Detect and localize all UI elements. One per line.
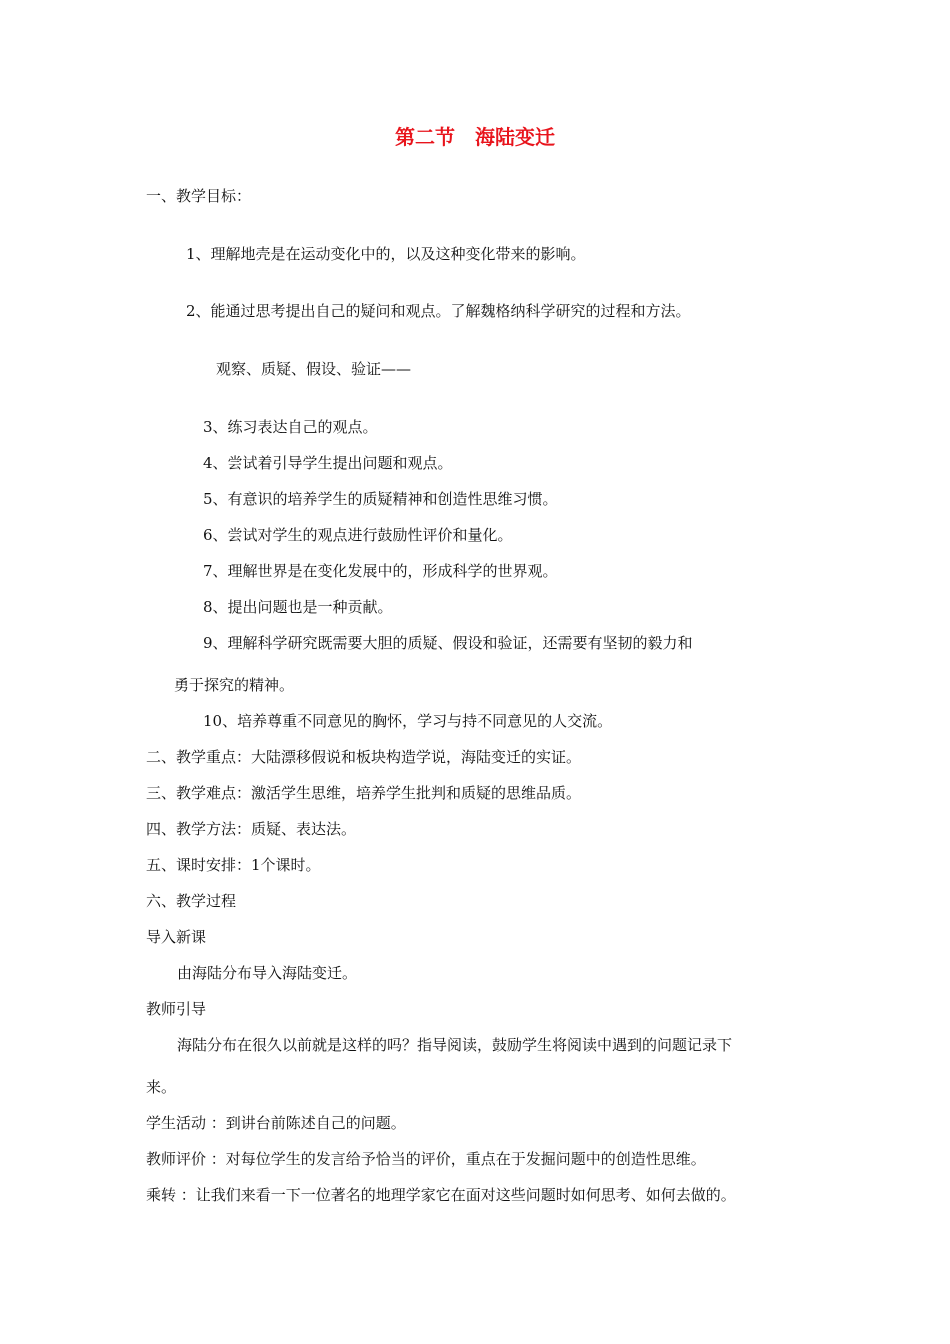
goal-item-10: 10、培养尊重不同意见的胸怀，学习与持不同意见的人交流。 [203,712,613,730]
section-methods: 四、教学方法：质疑、表达法。 [146,820,357,838]
teacher-evaluation: 教师评价 ：对每位学生的发言给予恰当的评价，重点在于发掘问题中的创造性思维。 [146,1150,706,1168]
section-key-points: 二、教学重点：大陆漂移假说和板块构造学说，海陆变迁的实证。 [146,748,582,766]
new-lesson-text: 由海陆分布导入海陆变迁。 [177,964,358,982]
goal-item-9: 9、理解科学研究既需要大胆的质疑、假设和验证，还需要有坚韧的毅力和 [203,634,693,652]
goal-item-7: 7、理解世界是在变化发展中的，形成科学的世界观。 [203,562,558,580]
document-title: 第二节 海陆变迁 [395,125,555,149]
goal-item-8: 8、提出问题也是一种贡献。 [203,598,393,616]
goal-item-1: 1、理解地壳是在运动变化中的，以及这种变化带来的影响。 [186,245,586,263]
student-activity: 学生活动 ：到讲台前陈述自己的问题。 [146,1114,406,1132]
section-schedule: 五、课时安排：1个课时。 [146,856,321,874]
teacher-guide-text: 海陆分布在很久以前就是这样的吗？指导阅读，鼓励学生将阅读中遇到的问题记录下 [177,1036,733,1054]
teacher-guide-text-continued: 来。 [146,1078,177,1096]
heading-new-lesson: 导入新课 [146,928,207,946]
section-process: 六、教学过程 [146,892,237,910]
goal-item-2-steps: 观察、质疑、假设、验证—— [216,360,412,378]
transition: 乘转 ：让我们来看一下一位著名的地理学家它在面对这些问题时如何思考、如何去做的。 [146,1186,736,1204]
goal-item-5: 5、有意识的培养学生的质疑精神和创造性思维习惯。 [203,490,558,508]
heading-teacher-guide: 教师引导 [146,1000,207,1018]
section-teaching-goals: 一、教学目标： [146,187,252,205]
goal-item-3: 3、练习表达自己的观点。 [203,418,378,436]
goal-item-9-continued: 勇于探究的精神。 [174,676,295,694]
section-difficulties: 三、教学难点：激活学生思维，培养学生批判和质疑的思维品质。 [146,784,582,802]
goal-item-6: 6、尝试对学生的观点进行鼓励性评价和量化。 [203,526,513,544]
goal-item-4: 4、尝试着引导学生提出问题和观点。 [203,454,453,472]
goal-item-2: 2、能通过思考提出自己的疑问和观点。了解魏格纳科学研究的过程和方法。 [186,302,691,320]
